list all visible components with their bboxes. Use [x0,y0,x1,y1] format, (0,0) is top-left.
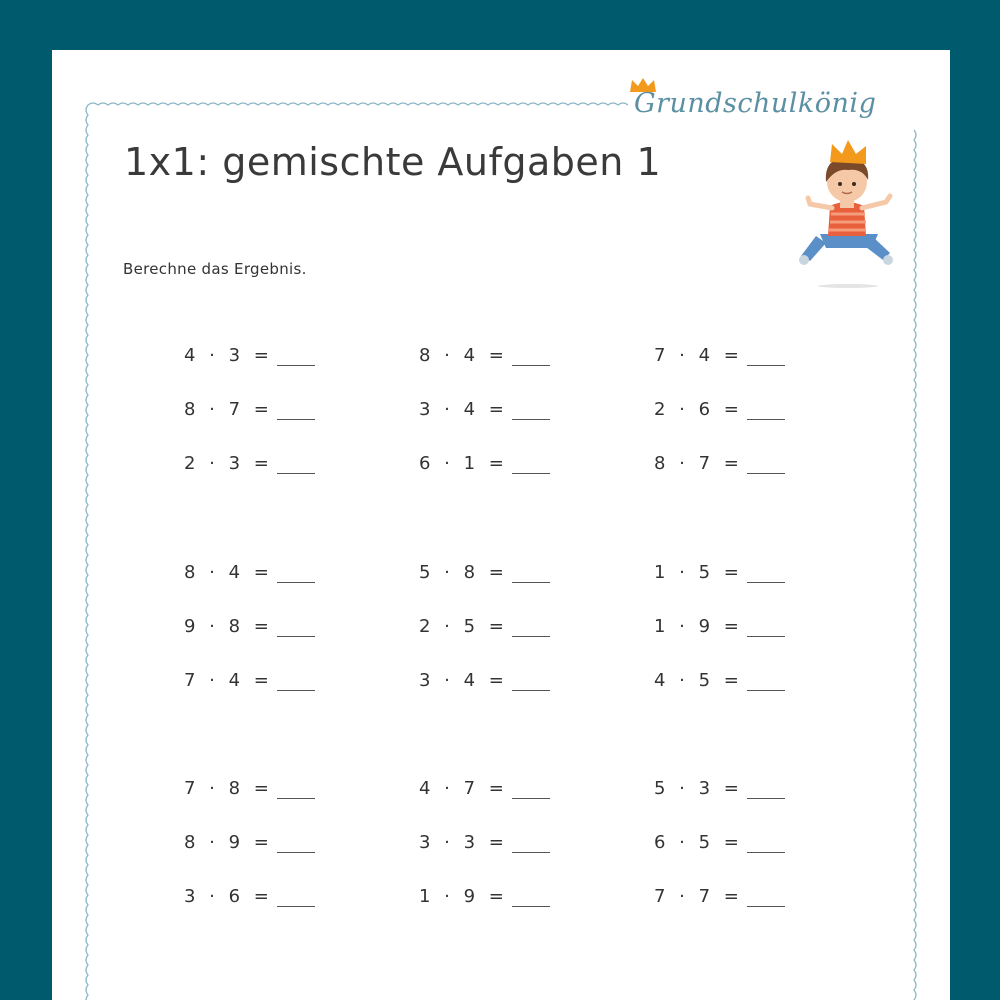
math-task [654,453,785,474]
task-expression: 4 · 7 = [419,778,508,799]
answer-blank[interactable] [747,784,785,799]
answer-blank[interactable] [747,351,785,366]
task-expression: 7 · 8 = [184,778,273,799]
math-task [419,399,550,420]
task-expression: 2 · 5 = [419,616,508,637]
math-task [654,562,785,583]
task-expression: 8 · 4 = [184,562,273,583]
task-expression: 6 · 5 = [654,832,743,853]
answer-blank[interactable] [277,568,315,583]
task-expression: 7 · 4 = [184,670,273,691]
math-task [419,886,550,907]
task-expression: 5 · 8 = [419,562,508,583]
task-expression: 3 · 4 = [419,670,508,691]
math-task [184,345,315,366]
border-line [86,103,916,1000]
math-task [654,832,785,853]
task-expression: 1 · 9 = [654,616,743,637]
task-expression: 7 · 7 = [654,886,743,907]
math-task [419,832,550,853]
task-expression: 8 · 9 = [184,832,273,853]
answer-blank[interactable] [277,405,315,420]
math-task [419,453,550,474]
answer-blank[interactable] [512,459,550,474]
math-task [654,399,785,420]
answer-blank[interactable] [747,568,785,583]
answer-blank[interactable] [277,459,315,474]
math-task [419,345,550,366]
answer-blank[interactable] [747,459,785,474]
math-task [419,670,550,691]
answer-blank[interactable] [747,838,785,853]
math-task [419,778,550,799]
task-expression: 1 · 5 = [654,562,743,583]
math-task [654,670,785,691]
answer-blank[interactable] [277,784,315,799]
answer-blank[interactable] [512,838,550,853]
math-task [654,345,785,366]
answer-blank[interactable] [512,405,550,420]
task-expression: 6 · 1 = [419,453,508,474]
answer-blank[interactable] [512,351,550,366]
answer-blank[interactable] [512,784,550,799]
answer-blank[interactable] [512,622,550,637]
instruction-text: Berechne das Ergebnis. [123,260,307,278]
answer-blank[interactable] [277,892,315,907]
math-task [184,399,315,420]
answer-blank[interactable] [747,676,785,691]
math-task [184,832,315,853]
task-expression: 3 · 3 = [419,832,508,853]
math-task [654,616,785,637]
task-expression: 2 · 6 = [654,399,743,420]
math-task [419,562,550,583]
brand-name: Grundschulkönig [634,88,877,119]
math-task [419,616,550,637]
math-task [184,562,315,583]
math-task [654,778,785,799]
math-task [184,778,315,799]
worksheet-title: 1x1: gemischte Aufgaben 1 [124,140,662,184]
answer-blank[interactable] [747,892,785,907]
answer-blank[interactable] [512,676,550,691]
answer-blank[interactable] [277,622,315,637]
task-expression: 3 · 4 = [419,399,508,420]
answer-blank[interactable] [277,351,315,366]
jumping-boy-illustration [796,138,906,288]
task-expression: 4 · 5 = [654,670,743,691]
brand-logo [632,84,932,124]
math-task [184,670,315,691]
task-expression: 5 · 3 = [654,778,743,799]
answer-blank[interactable] [512,568,550,583]
task-expression: 7 · 4 = [654,345,743,366]
answer-blank[interactable] [747,405,785,420]
answer-blank[interactable] [512,892,550,907]
task-expression: 8 · 4 = [419,345,508,366]
math-task [184,886,315,907]
worksheet-page [52,50,950,1000]
answer-blank[interactable] [747,622,785,637]
math-task [654,886,785,907]
task-expression: 8 · 7 = [654,453,743,474]
task-expression: 4 · 3 = [184,345,273,366]
task-expression: 2 · 3 = [184,453,273,474]
math-task [184,616,315,637]
answer-blank[interactable] [277,676,315,691]
task-expression: 8 · 7 = [184,399,273,420]
task-expression: 9 · 8 = [184,616,273,637]
task-expression: 1 · 9 = [419,886,508,907]
task-expression: 3 · 6 = [184,886,273,907]
math-task [184,453,315,474]
answer-blank[interactable] [277,838,315,853]
